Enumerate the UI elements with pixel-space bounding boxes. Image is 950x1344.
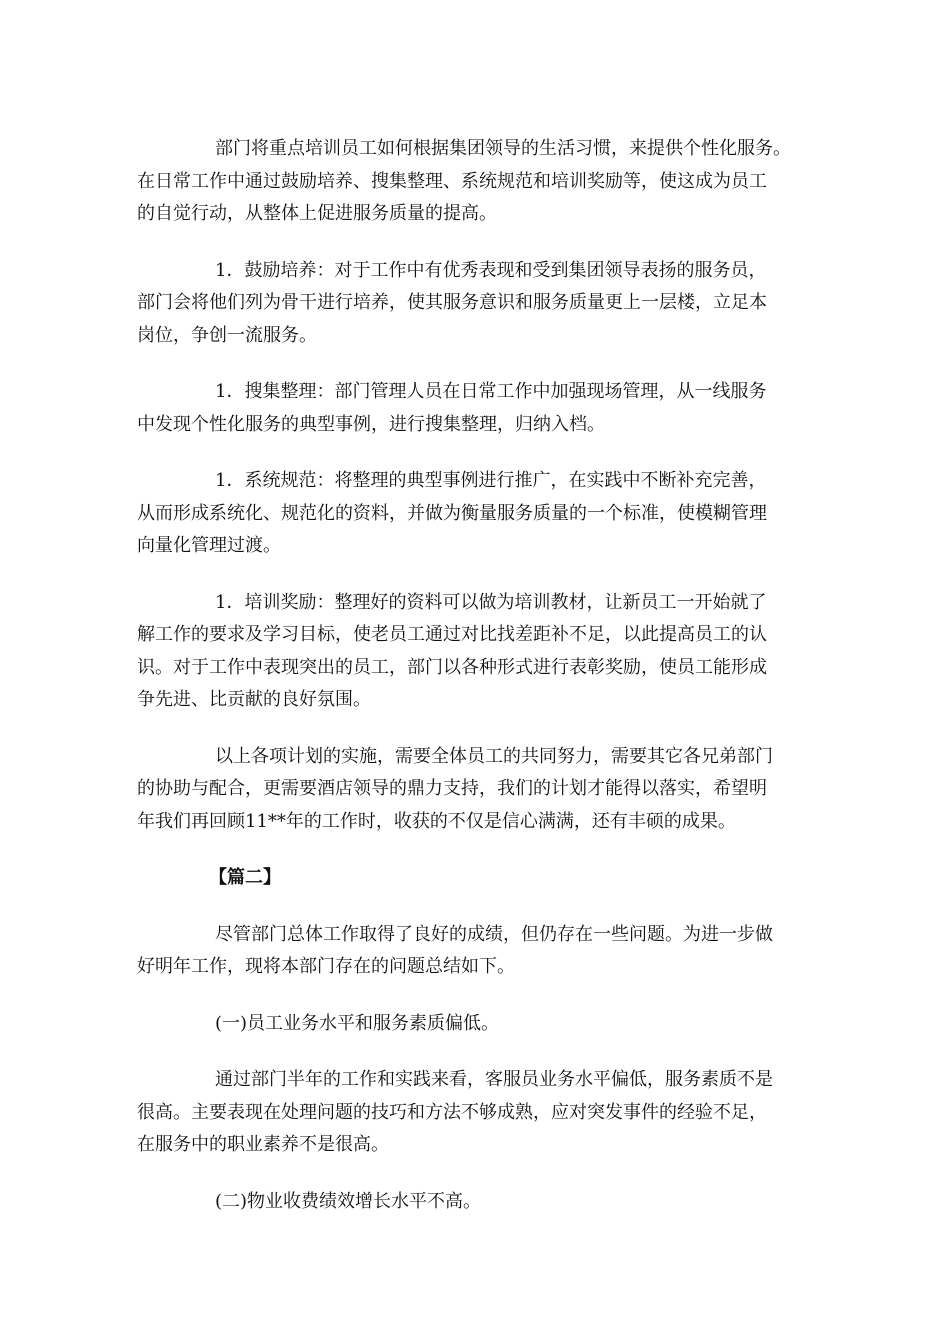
text-line: 1．系统规范：将整理的典型事例进行推广，在实践中不断补充完善，	[215, 470, 767, 491]
text-line: 以上各项计划的实施，需要全体员工的共同努力，需要其它各兄弟部门	[215, 745, 773, 767]
text-line: 年我们再回顾11**年的工作时，收获的不仅是信心满满，还有丰硕的成果。	[137, 810, 736, 832]
text-line: 1．培训奖励：整理好的资料可以做为培训教材，让新员工一开始就了	[215, 591, 767, 613]
text-line: 中发现个性化服务的典型事例，进行搜集整理，归纳入档。	[137, 413, 605, 435]
text-line: 争先进、比贡献的良好氛围。	[137, 689, 371, 710]
subheading-staff-quality	[137, 1008, 817, 1041]
subheading-fee-performance	[137, 1186, 817, 1219]
text-line: 尽管部门总体工作取得了良好的成绩，但仍存在一些问题。为进一步做	[215, 923, 773, 945]
text-line: 解工作的要求及学习目标，使老员工通过对比找差距补不足，以此提高员工的认	[137, 624, 767, 645]
text-line: 在服务中的职业素养不是很高。	[137, 1134, 389, 1155]
paragraph-system-standard	[137, 465, 817, 563]
text-line: 识。对于工作中表现突出的员工，部门以各种形式进行表彰奖励，使员工能形成	[137, 656, 767, 678]
text-line: 1．鼓励培养：对于工作中有优秀表现和受到集团领导表扬的服务员，	[215, 259, 767, 281]
text-line: 部门将重点培训员工如何根据集团领导的生活习惯，来提供个性化服务。	[215, 138, 791, 159]
text-line: 通过部门半年的工作和实践来看，客服员业务水平偏低，服务素质不是	[215, 1069, 773, 1090]
text-line: 在日常工作中通过鼓励培养、搜集整理、系统规范和培训奖励等，使这成为员工	[137, 170, 767, 192]
text-line: (二)物业收费绩效增长水平不高。	[215, 1190, 482, 1212]
text-line: 的自觉行动，从整体上促进服务质量的提高。	[137, 203, 497, 224]
text-line: 很高。主要表现在处理问题的技巧和方法不够成熟，应对突发事件的经验不足，	[137, 1101, 767, 1123]
paragraph-service-training	[137, 133, 817, 231]
text-line: 从而形成系统化、规范化的资料，并做为衡量服务质量的一个标准，使模糊管理	[137, 502, 767, 524]
text-line: 部门会将他们列为骨干进行培养，使其服务意识和服务质量更上一层楼，立足本	[137, 292, 767, 313]
text-line: 的协助与配合，更需要酒店领导的鼎力支持，我们的计划才能得以落实，希望明	[137, 778, 767, 799]
paragraph-encourage-training	[137, 255, 817, 353]
paragraph-collect-organize	[137, 376, 817, 441]
paragraph-training-reward	[137, 587, 817, 717]
section-heading: 【篇二】	[209, 867, 281, 888]
document-body	[137, 133, 817, 1218]
text-line: (一)员工业务水平和服务素质偏低。	[215, 1012, 500, 1034]
paragraph-problems-intro	[137, 919, 817, 984]
text-line: 好明年工作，现将本部门存在的问题总结如下。	[137, 956, 515, 977]
text-line: 岗位，争创一流服务。	[137, 324, 317, 346]
paragraph-plan-implementation	[137, 741, 817, 839]
text-line: 1．搜集整理：部门管理人员在日常工作中加强现场管理，从一线服务	[215, 381, 767, 402]
paragraph-staff-quality	[137, 1064, 817, 1162]
text-line: 向量化管理过渡。	[137, 535, 281, 556]
